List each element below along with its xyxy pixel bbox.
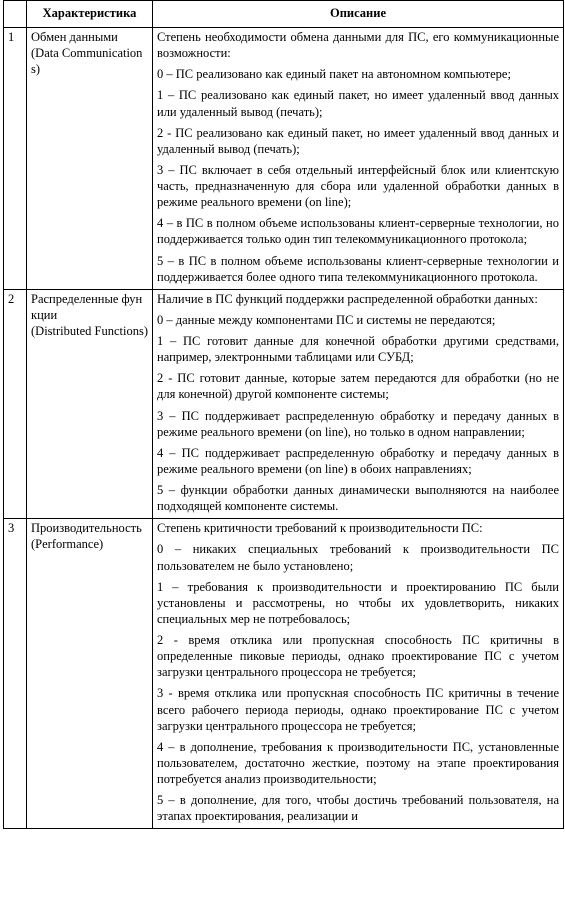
characteristic-cell <box>27 28 153 290</box>
description-cell <box>153 519 564 829</box>
row-number: 1 <box>4 28 27 290</box>
characteristic-name: Производительность <box>31 521 142 536</box>
table-body <box>4 28 564 829</box>
characteristic-english-name: (Data Communications) <box>31 46 143 77</box>
description-paragraph: 5 – в ПС в полном объеме использованы клиент-серверные технологии и поддерживается более одного типа телекоммуникационного протокола. <box>157 253 559 284</box>
description-paragraph: Степень критичности требований к производительности ПС: <box>157 521 483 536</box>
table-row <box>4 519 564 829</box>
description-paragraph: 4 – в ПС в полном объеме использованы клиент-серверные технологии, но поддерживается только один тип телекоммуникационного протокола; <box>157 216 559 247</box>
description-paragraph: 2 - ПС готовит данные, которые затем передаются для обработки (но не для конечной) другой компоненте системы; <box>157 371 559 402</box>
description-paragraph: 0 – ПС реализовано как единый пакет на автономном компьютере; <box>157 67 511 82</box>
description-paragraph: 5 – функции обработки данных динамически выполняются на наиболее подходящей компоненте системы. <box>157 483 559 514</box>
description-cell <box>153 28 564 290</box>
description-cell <box>153 289 564 519</box>
description-paragraph: 0 – никаких специальных требований к производительности ПС пользователем не было установлено; <box>157 542 559 573</box>
header-description: Описание <box>153 1 564 28</box>
characteristic-name: Обмен данными <box>31 30 118 44</box>
table-row <box>4 289 564 519</box>
characteristic-english-name: (Distributed Functions) <box>31 324 149 338</box>
header-number <box>4 1 27 28</box>
table-header-row <box>4 1 564 28</box>
description-paragraph: 4 – в дополнение, требования к производительности ПС, установленные пользователем, достаточно жесткие, поэтому на этапе проектирования потребуется анализ производительности; <box>157 739 559 786</box>
description-paragraph: 1 – ПС реализовано как единый пакет, но имеет удаленный ввод данных или удаленный вывод (печать); <box>157 88 559 119</box>
characteristic-english-name: (Performance) <box>31 537 104 552</box>
characteristic-name: Распределенные функции <box>31 291 143 322</box>
description-paragraph: 1 – ПС готовит данные для конечной обработки другими средствами, например, электронными таблицами или СУБД; <box>157 334 559 365</box>
description-paragraph: 1 – требования к производительности и проектированию ПС были установлены и рассмотрены, но чтобы их удовлетворить, никаких специальных мер не потребовалось; <box>157 579 559 626</box>
description-paragraph: 2 - ПС реализовано как единый пакет, но имеет удаленный ввод данных и удаленный вывод (печать); <box>157 125 559 156</box>
characteristic-cell <box>27 289 153 519</box>
description-paragraph: 0 – данные между компонентами ПС и системы не передаются; <box>157 312 496 327</box>
header-characteristic: Характеристика <box>27 1 153 28</box>
description-paragraph: 5 – в дополнение, для того, чтобы достичь требований пользователя, на этапах проектирования, реализации и <box>157 793 559 824</box>
description-paragraph: 3 - время отклика или пропускная способность ПС критичны в течение всего рабочего периода периоды, однако проектирование ПС с учетом загрузки центрального процессора не требуется; <box>157 686 559 733</box>
description-paragraph: Наличие в ПС функций поддержки распределенной обработки данных: <box>157 291 538 306</box>
description-paragraph: Степень необходимости обмена данными для ПС, его коммуникационные возможности: <box>157 30 559 61</box>
description-paragraph: 3 – ПС поддерживает распределенную обработку и передачу данных в режиме реального времени (on line), но только в одном направлении; <box>157 408 559 439</box>
description-paragraph: 2 - время отклика или пропускная способность ПС критичны в определенные пиковые периоды, однако проектирование ПС с учетом загрузки центрального процессора не требуется; <box>157 633 559 680</box>
description-paragraph: 4 – ПС поддерживает распределенную обработку и передачу данных в режиме реального времени (on line) в обоих направлениях; <box>157 445 559 476</box>
characteristics-table <box>3 0 564 829</box>
row-number: 2 <box>4 289 27 519</box>
row-number: 3 <box>4 519 27 829</box>
table-row <box>4 28 564 290</box>
description-paragraph: 3 – ПС включает в себя отдельный интерфейсный блок или клиентскую часть, предназначенную для сбора или удаленной обработки данных в режиме реального времени (on line); <box>157 162 559 210</box>
characteristic-cell <box>27 519 153 829</box>
